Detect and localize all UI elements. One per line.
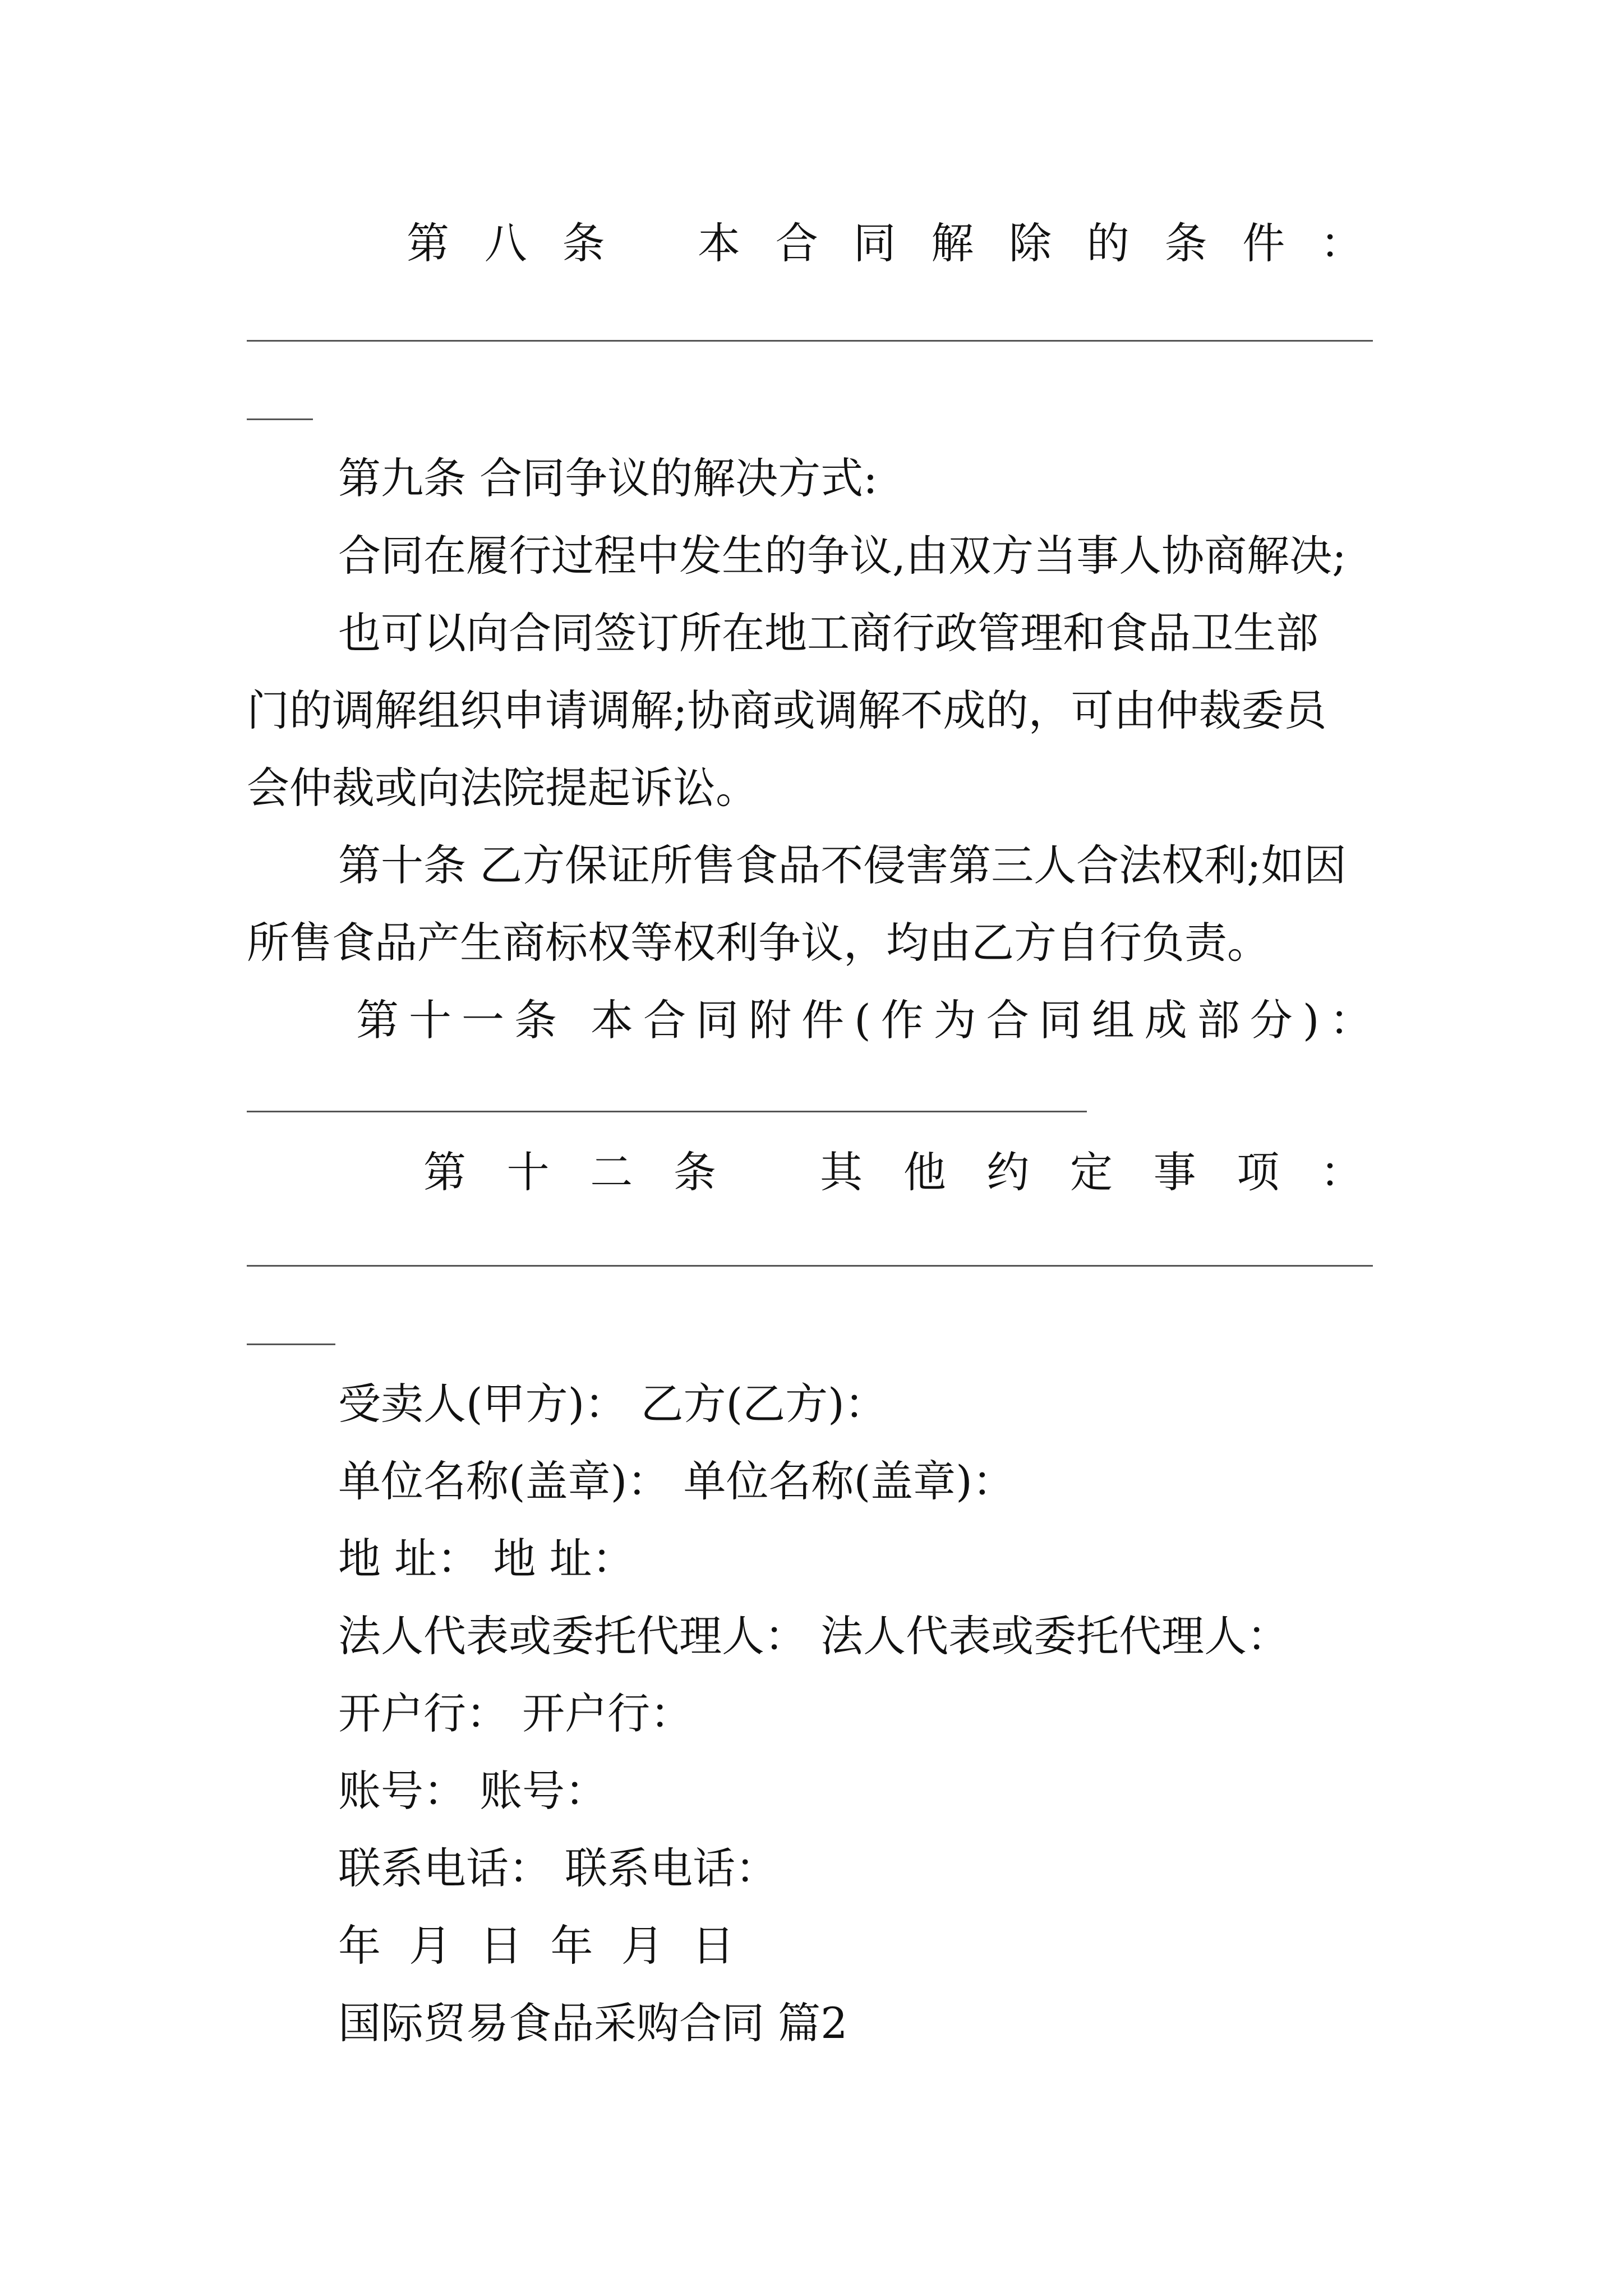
char: 同: [853, 218, 896, 268]
char: [757, 1151, 780, 1194]
signature-account: 账号： 账号：: [338, 1766, 608, 1816]
next-contract-heading: 国际贸易食品采购合同 篇2: [338, 1998, 848, 2048]
char: 他: [903, 1147, 946, 1197]
article11-heading: 第十一条 本合同附件(作为合同组成部分)：: [356, 995, 1382, 1045]
article8-fill-line-short: [247, 418, 313, 420]
char: [640, 222, 662, 265]
char: 十: [506, 1147, 550, 1197]
article10-line1: 第十条 乙方保证所售食品不侵害第三人合法权利;如因: [338, 840, 1347, 890]
article12-fill-line: [247, 1265, 1373, 1267]
signature-party: 受卖人(甲方)： 乙方(乙方)：: [338, 1379, 887, 1429]
article11-fill-line: [247, 1111, 1087, 1112]
char: 二: [590, 1147, 633, 1197]
article12-heading: [423, 1147, 1363, 1197]
char: 条: [562, 218, 605, 268]
char: 解: [931, 218, 974, 268]
char: 本: [698, 218, 740, 268]
char: 件: [1242, 218, 1285, 268]
char: 条: [1164, 218, 1207, 268]
char: 条: [673, 1147, 716, 1197]
char: 定: [1070, 1147, 1113, 1197]
char: 约: [986, 1147, 1030, 1197]
char: 除: [1009, 218, 1052, 268]
article8-fill-line: [247, 340, 1373, 342]
signature-phone: 联系电话： 联系电话：: [338, 1843, 778, 1893]
char: 合: [775, 218, 818, 268]
article9-line1: 合同在履行过程中发生的争议,由双方当事人协商解决;: [338, 531, 1347, 581]
char: 的: [1086, 218, 1129, 268]
char: ：: [1320, 218, 1363, 268]
char: 第: [407, 218, 449, 268]
char: 第: [423, 1147, 466, 1197]
signature-unit: 单位名称(盖章)： 单位名称(盖章)：: [338, 1456, 1015, 1506]
signature-date: 年 月 日 年 月 日: [338, 1921, 735, 1971]
article9-title: 第九条 合同争议的解决方式:: [338, 453, 878, 503]
article8-heading: [407, 218, 1363, 268]
article12-fill-line-short: [247, 1343, 335, 1345]
signature-bank: 开户行： 开户行：: [338, 1688, 693, 1738]
signature-address: 地 址： 地 址：: [338, 1534, 635, 1584]
char: 其: [820, 1147, 863, 1197]
char: 事: [1153, 1147, 1196, 1197]
article9-line4: 会仲裁或向法院提起诉讼。: [247, 763, 758, 813]
char: 八: [484, 218, 527, 268]
signature-representative: 法人代表或委托代理人： 法人代表或委托代理人：: [338, 1611, 1290, 1661]
char: 项: [1237, 1147, 1280, 1197]
article10-line2: 所售食品产生商标权等权利争议，均由乙方自行负责。: [247, 918, 1270, 968]
article9-line2: 也可以向合同签订所在地工商行政管理和食品卫生部: [338, 608, 1318, 658]
article9-line3: 门的调解组织申请调解;协商或调解不成的，可由仲裁委员: [247, 685, 1327, 735]
char: ：: [1320, 1147, 1363, 1197]
